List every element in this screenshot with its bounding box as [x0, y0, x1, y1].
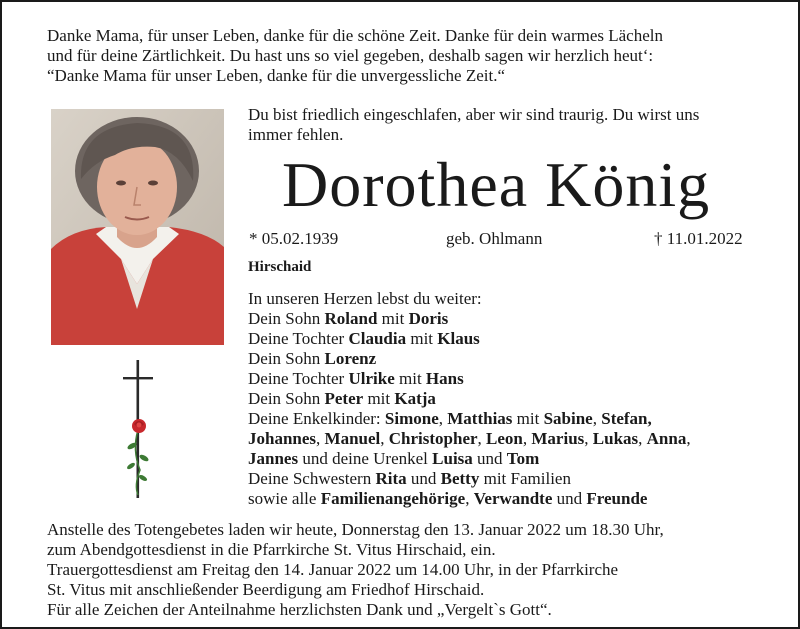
family-text: Deine Tochter	[248, 329, 349, 348]
family-member-name: Peter	[324, 389, 364, 408]
family-line	[248, 489, 691, 509]
family-text: ,	[592, 409, 602, 428]
family-member-name: Sabine	[543, 409, 593, 428]
family-member-name: Katja	[394, 389, 436, 408]
family-text: Deine Schwestern	[248, 469, 376, 488]
family-text: ,	[638, 429, 647, 448]
family-text: ,	[477, 429, 487, 448]
family-text: ,	[584, 429, 593, 448]
service-line: Trauergottesdienst am Freitag den 14. Januar 2022 um 14.00 Uhr, in der Pfarrkirche	[47, 560, 619, 579]
family-line	[248, 429, 691, 449]
family-member-name: Stefan,	[601, 409, 652, 428]
intro-text	[47, 26, 663, 86]
family-text: und	[472, 449, 507, 468]
family-text: mit	[363, 389, 395, 408]
family-line	[248, 409, 691, 429]
family-member-name: Johannes	[248, 429, 317, 448]
death-date: † 11.01.2022	[654, 229, 743, 248]
family-text: und deine Urenkel	[298, 449, 433, 468]
family-line	[248, 389, 691, 409]
family-member-name: Ulrike	[348, 369, 395, 388]
family-text: ,	[522, 429, 532, 448]
family-text: mit	[377, 309, 409, 328]
family-member-name: Rita	[375, 469, 407, 488]
family-member-name: Marius	[531, 429, 585, 448]
family-member-name: Christopher	[388, 429, 478, 448]
service-line: zum Abendgottesdienst in die Pfarrkirche St. Vitus Hirschaid, ein.	[47, 540, 496, 559]
family-member-name: Lorenz	[324, 349, 377, 368]
intro-line: Danke Mama, für unser Leben, danke für die schöne Zeit. Danke für dein warmes Lächeln	[47, 26, 664, 45]
quote-text	[248, 105, 699, 145]
birth-date: * 05.02.1939	[249, 229, 339, 248]
family-member-name: Freunde	[586, 489, 648, 508]
quote-line: Du bist friedlich eingeschlafen, aber wir sind traurig. Du wirst uns	[248, 105, 700, 124]
family-member-name: Luisa	[432, 449, 473, 468]
family-text: ,	[465, 489, 474, 508]
family-text: sowie alle	[248, 489, 321, 508]
family-member-name: Roland	[324, 309, 378, 328]
family-text: In unseren Herzen lebst du weiter:	[248, 289, 482, 308]
family-text: und	[552, 489, 587, 508]
family-member-name: Tom	[506, 449, 540, 468]
deceased-name: Dorothea König	[282, 149, 711, 220]
family-member-name: Matthias	[447, 409, 513, 428]
service-line: Für alle Zeichen der Anteilnahme herzlichsten Dank und „Vergelt`s Gott“.	[47, 600, 552, 619]
family-text: Deine Enkelkinder:	[248, 409, 385, 428]
family-text: ,	[438, 409, 448, 428]
family-text: ,	[686, 429, 691, 448]
family-line	[248, 449, 691, 469]
portrait-photo	[51, 109, 224, 345]
family-text: mit	[512, 409, 544, 428]
family-member-name: Manuel	[324, 429, 381, 448]
family-member-name: Leon	[486, 429, 523, 448]
intro-line: “Danke Mama für unser Leben, danke für die unvergessliche Zeit.“	[47, 66, 506, 85]
family-line	[248, 309, 691, 329]
service-information	[47, 520, 664, 620]
family-text: ,	[316, 429, 325, 448]
family-member-name: Claudia	[348, 329, 407, 348]
quote-line: immer fehlen.	[248, 125, 344, 144]
family-list	[248, 289, 691, 509]
intro-line: und für deine Zärtlichkeit. Du hast uns so viel gegeben, deshalb sagen wir herzlich heut‘:	[47, 46, 654, 65]
family-text: ,	[380, 429, 389, 448]
service-line: Anstelle des Totengebetes laden wir heute, Donnerstag den 13. Januar 2022 um 18.30 Uhr,	[47, 520, 664, 539]
service-line: St. Vitus mit anschließender Beerdigung am Friedhof Hirschaid.	[47, 580, 485, 599]
family-text: mit Familien	[479, 469, 571, 488]
family-text: mit	[406, 329, 438, 348]
residence-place: Hirschaid	[248, 259, 312, 275]
family-member-name: Verwandte	[473, 489, 553, 508]
cross-with-rose-icon	[120, 360, 156, 500]
family-member-name: Anna	[646, 429, 687, 448]
family-member-name: Familienangehörige	[320, 489, 466, 508]
family-line	[248, 369, 691, 389]
family-member-name: Lukas	[592, 429, 639, 448]
family-member-name: Simone	[384, 409, 439, 428]
family-text: Dein Sohn	[248, 349, 325, 368]
family-member-name: Betty	[440, 469, 480, 488]
family-line	[248, 349, 691, 369]
maiden-name: geb. Ohlmann	[446, 229, 543, 248]
family-member-name: Doris	[408, 309, 449, 328]
family-text: Dein Sohn	[248, 389, 325, 408]
portrait-illustration	[51, 109, 224, 345]
family-text: Deine Tochter	[248, 369, 349, 388]
family-text: und	[406, 469, 441, 488]
family-line	[248, 289, 691, 309]
family-text: Dein Sohn	[248, 309, 325, 328]
family-line	[248, 469, 691, 489]
family-member-name: Hans	[425, 369, 464, 388]
family-member-name: Klaus	[437, 329, 480, 348]
family-line	[248, 329, 691, 349]
family-member-name: Jannes	[248, 449, 299, 468]
family-text: mit	[394, 369, 426, 388]
